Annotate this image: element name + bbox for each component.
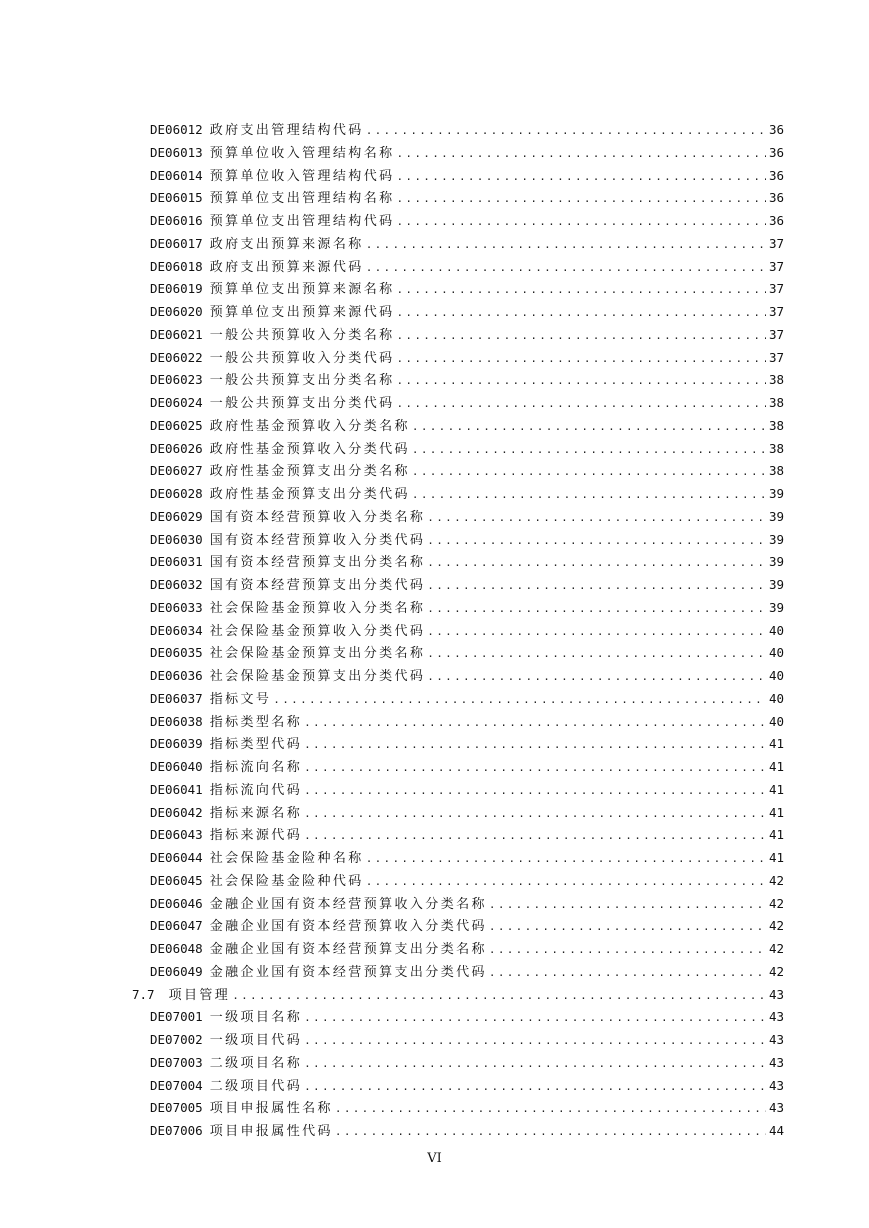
- toc-entry-title: 预算单位支出管理结构代码: [209, 214, 395, 229]
- toc-entry-title: 预算单位支出预算来源名称: [209, 282, 395, 298]
- toc-dot-leader: [304, 757, 766, 780]
- toc-entry[interactable]: [132, 1097, 784, 1120]
- toc-entry-page: 41: [768, 759, 784, 774]
- toc-dot-leader: [489, 939, 766, 962]
- toc-entry-code: DE06037: [150, 690, 203, 706]
- toc-entry-code: DE06032: [150, 577, 203, 592]
- toc-entry[interactable]: [132, 733, 784, 756]
- toc-entry-code: DE06022: [150, 349, 203, 365]
- toc-entry-code: DE07004: [150, 1077, 203, 1093]
- toc-dot-leader: [489, 916, 766, 939]
- toc-entry-page: 40: [768, 645, 784, 661]
- toc-entry[interactable]: [132, 347, 784, 370]
- toc-dot-leader: [335, 1098, 766, 1121]
- toc-dot-leader: [366, 120, 766, 143]
- toc-entry[interactable]: [132, 711, 784, 734]
- toc-entry-code: DE06026: [150, 440, 203, 456]
- toc-entry[interactable]: [132, 1075, 784, 1098]
- toc-entry[interactable]: [132, 301, 784, 324]
- toc-dot-leader: [397, 211, 767, 234]
- toc-dot-leader: [366, 848, 766, 871]
- toc-entry[interactable]: [132, 756, 784, 779]
- toc-entry-title: 预算单位支出预算来源代码: [209, 305, 395, 320]
- toc-entry-title: 政府支出预算来源代码: [209, 259, 364, 275]
- toc-entry[interactable]: [132, 392, 784, 415]
- toc-entry-page: 38: [768, 440, 784, 456]
- toc-dot-leader: [304, 712, 766, 735]
- toc-dot-leader: [397, 166, 767, 189]
- toc-entry[interactable]: [132, 210, 784, 233]
- toc-dot-leader: [366, 257, 766, 280]
- toc-dot-leader: [304, 1030, 766, 1053]
- toc-entry-title: 一级项目名称: [209, 1010, 303, 1026]
- toc-entry[interactable]: [132, 802, 784, 825]
- toc-entry[interactable]: [132, 688, 784, 711]
- toc-entry-page: 36: [768, 144, 784, 160]
- toc-entry-code: DE06029: [150, 508, 203, 524]
- toc-entry-page: 36: [768, 167, 784, 183]
- toc-entry[interactable]: [132, 620, 784, 643]
- toc-entry-page: 37: [768, 258, 784, 274]
- toc-entry-title: 社会保险基金预算支出分类代码: [209, 669, 426, 684]
- toc-entry-title: 国有资本经营预算支出分类代码: [209, 578, 426, 593]
- toc-entry-title: 国有资本经营预算支出分类名称: [209, 555, 426, 571]
- toc-entry-title: 预算单位收入管理结构代码: [209, 168, 395, 184]
- toc-entry-title: 预算单位支出管理结构名称: [209, 191, 395, 207]
- toc-dot-leader: [412, 416, 766, 439]
- toc-entry[interactable]: [132, 529, 784, 552]
- toc-entry-title: 一般公共预算支出分类名称: [209, 373, 395, 389]
- toc-entry-title: 国有资本经营预算收入分类代码: [209, 532, 426, 548]
- toc-entry-page: 41: [768, 827, 784, 843]
- toc-entry[interactable]: [132, 893, 784, 916]
- toc-dot-leader: [427, 643, 766, 666]
- toc-dot-leader: [366, 234, 766, 257]
- toc-dot-leader: [412, 484, 766, 507]
- toc-entry-page: 40: [768, 622, 784, 638]
- toc-entry[interactable]: [132, 1029, 784, 1052]
- toc-entry[interactable]: [132, 233, 784, 256]
- toc-entry-page: 43: [768, 1032, 784, 1047]
- toc-dot-leader: [304, 734, 766, 757]
- toc-entry-title: 金融企业国有资本经营预算支出分类代码: [209, 964, 487, 980]
- toc-entry-code: DE06021: [150, 326, 203, 342]
- toc-dot-leader: [397, 348, 767, 371]
- toc-dot-leader: [366, 871, 766, 894]
- toc-entry-page: 41: [768, 781, 784, 797]
- toc-entry-code: DE07002: [150, 1032, 203, 1047]
- toc-entry[interactable]: [132, 142, 784, 165]
- toc-entry[interactable]: [132, 460, 784, 483]
- toc-entry-code: DE06035: [150, 645, 203, 661]
- toc-entry-code: DE06028: [150, 486, 203, 501]
- toc-entry-title: 指标来源代码: [209, 828, 303, 844]
- toc-entry[interactable]: [132, 165, 784, 188]
- toc-entry-code: DE06041: [150, 781, 203, 797]
- toc-entry-page: 39: [768, 554, 784, 570]
- toc-entry-title: 一般公共预算支出分类代码: [209, 396, 395, 411]
- toc-entry-title: 金融企业国有资本经营预算收入分类名称: [209, 896, 487, 912]
- toc-entry[interactable]: [132, 1052, 784, 1075]
- toc-dot-leader: [427, 621, 766, 644]
- toc-dot-leader: [412, 461, 766, 484]
- toc-entry-page: 43: [768, 986, 784, 1002]
- toc-entry-code: DE06047: [150, 918, 203, 934]
- toc-dot-leader: [427, 530, 766, 553]
- toc-dot-leader: [397, 393, 767, 416]
- toc-entry-code: DE07005: [150, 1100, 203, 1116]
- toc-entry-title: 项目申报属性名称: [209, 1101, 333, 1117]
- toc-entry-code: DE06018: [150, 258, 203, 274]
- page-number: VI: [427, 1151, 442, 1166]
- toc-entry-code: DE06023: [150, 372, 203, 388]
- toc-entry-title: 指标流向代码: [209, 782, 303, 798]
- toc-entry-page: 39: [768, 599, 784, 615]
- toc-entry[interactable]: [132, 256, 784, 279]
- toc-entry-page: 43: [768, 1077, 784, 1093]
- toc-entry-title: 一般公共预算收入分类代码: [209, 350, 395, 366]
- toc-entry-code: DE07001: [150, 1009, 203, 1025]
- toc-entry[interactable]: [132, 574, 784, 597]
- toc-entry-page: 39: [768, 531, 784, 547]
- toc-entry-code: DE06019: [150, 281, 203, 297]
- toc-entry[interactable]: [132, 438, 784, 461]
- toc-entry-code: DE06027: [150, 463, 203, 479]
- toc-dot-leader: [397, 370, 767, 393]
- toc-entry-page: 38: [768, 372, 784, 388]
- toc-entry-code: DE06031: [150, 554, 203, 570]
- toc-entry-code: DE06039: [150, 736, 203, 752]
- toc-entry-title: 一般公共预算收入分类名称: [209, 327, 395, 343]
- toc-entry-code: DE06014: [150, 167, 203, 183]
- toc-entry-code: DE07003: [150, 1054, 203, 1070]
- toc-entry-title: 政府性基金预算收入分类代码: [209, 441, 410, 457]
- toc-entry-title: 国有资本经营预算收入分类名称: [209, 509, 426, 525]
- toc-entry-code: DE06034: [150, 622, 203, 638]
- toc-entry-title: 金融企业国有资本经营预算支出分类名称: [209, 942, 487, 957]
- toc-entry-title: 政府性基金预算支出分类代码: [209, 487, 410, 502]
- toc-entry-page: 41: [768, 736, 784, 752]
- toc-entry-title: 指标类型名称: [209, 714, 303, 730]
- toc-entry[interactable]: [132, 369, 784, 392]
- toc-entry-title: 政府性基金预算收入分类名称: [209, 418, 410, 434]
- toc-entry[interactable]: [132, 187, 784, 210]
- toc-entry-title: 二级项目名称: [209, 1055, 303, 1071]
- toc-entry[interactable]: [132, 779, 784, 802]
- toc-entry[interactable]: [132, 278, 784, 301]
- toc-dot-leader: [427, 575, 766, 598]
- toc-entry-page: 39: [768, 577, 784, 592]
- toc-entry[interactable]: [132, 415, 784, 438]
- toc-dot-leader: [304, 1053, 766, 1076]
- toc-entry[interactable]: [132, 551, 784, 574]
- toc-entry-page: 42: [768, 872, 784, 888]
- toc-entry-code: DE06043: [150, 827, 203, 843]
- toc-entry-code: DE06012: [150, 122, 203, 137]
- toc-entry-title: 社会保险基金预算收入分类代码: [209, 623, 426, 639]
- toc-dot-leader: [335, 1121, 766, 1144]
- toc-entry[interactable]: [132, 483, 784, 506]
- toc-entry-title: 政府性基金预算支出分类名称: [209, 464, 410, 480]
- toc-entry-page: 36: [768, 122, 784, 137]
- toc-entry-code: DE06013: [150, 144, 203, 160]
- toc-entry-title: 社会保险基金预算支出分类名称: [209, 646, 426, 662]
- toc-entry-page: 38: [768, 417, 784, 433]
- toc-entry-page: 38: [768, 463, 784, 479]
- toc-dot-leader: [427, 666, 766, 689]
- toc-entry-title: 预算单位收入管理结构名称: [209, 145, 395, 161]
- toc-entry-title: 社会保险基金险种代码: [209, 873, 364, 889]
- toc-entry-page: 38: [768, 395, 784, 410]
- toc-entry[interactable]: [132, 1120, 784, 1143]
- toc-dot-leader: [304, 1076, 766, 1099]
- toc-entry-code: DE06015: [150, 190, 203, 206]
- toc-dot-leader: [397, 279, 767, 302]
- toc-entry-code: DE06025: [150, 417, 203, 433]
- toc-entry[interactable]: [132, 324, 784, 347]
- toc-entry-title: 项目管理: [168, 987, 231, 1003]
- toc-entry-page: 39: [768, 508, 784, 524]
- toc-entry-title: 政府支出管理结构代码: [209, 123, 364, 138]
- toc-entry-code: DE06036: [150, 668, 203, 683]
- toc-dot-leader: [304, 1007, 766, 1030]
- toc-entry-code: DE06042: [150, 804, 203, 820]
- toc-entry-title: 二级项目代码: [209, 1078, 303, 1094]
- toc-entry-page: 43: [768, 1054, 784, 1070]
- toc-entry-title: 项目申报属性代码: [209, 1124, 333, 1139]
- toc-entry-page: 44: [768, 1123, 784, 1138]
- toc-dot-leader: [273, 689, 766, 712]
- toc-entry-title: 政府支出预算来源名称: [209, 236, 364, 252]
- toc-entry[interactable]: [132, 642, 784, 665]
- toc-entry-code: DE06040: [150, 759, 203, 774]
- toc-entry-code: DE06030: [150, 531, 203, 547]
- toc-entry-title: 社会保险基金预算收入分类名称: [209, 600, 426, 616]
- toc-entry-title: 一级项目代码: [209, 1033, 303, 1048]
- toc-entry-page: 36: [768, 213, 784, 228]
- toc-entry-page: 40: [768, 690, 784, 706]
- toc-dot-leader: [397, 325, 767, 348]
- toc-entry[interactable]: [132, 506, 784, 529]
- toc-entry-title: 指标文号: [209, 691, 272, 707]
- toc-entry[interactable]: [132, 915, 784, 938]
- toc-entry-page: 37: [768, 281, 784, 297]
- toc-entry[interactable]: [132, 847, 784, 870]
- toc-entry[interactable]: [132, 1006, 784, 1029]
- toc-entry[interactable]: [132, 597, 784, 620]
- toc-entry-title: 指标流向名称: [209, 760, 303, 775]
- toc-entry-code: DE06045: [150, 872, 203, 888]
- toc-entry-page: 42: [768, 918, 784, 934]
- toc-entry-code: DE06048: [150, 941, 203, 956]
- toc-entry-page: 43: [768, 1009, 784, 1025]
- toc-entry-page: 41: [768, 804, 784, 820]
- toc-entry-title: 指标来源名称: [209, 805, 303, 821]
- toc-entry-page: 37: [768, 304, 784, 319]
- toc-entry[interactable]: [132, 119, 784, 142]
- toc-dot-leader: [427, 552, 766, 575]
- toc-entry-title: 社会保险基金险种名称: [209, 851, 364, 866]
- toc-entry-page: 42: [768, 941, 784, 956]
- toc-dot-leader: [427, 598, 766, 621]
- toc-dot-leader: [304, 803, 766, 826]
- toc-entry-page: 36: [768, 190, 784, 206]
- toc-entry-page: 41: [768, 850, 784, 865]
- toc-entry-code: DE06046: [150, 895, 203, 911]
- toc-entry-code: DE06033: [150, 599, 203, 615]
- toc-dot-leader: [427, 507, 766, 530]
- toc-entry-page: 37: [768, 235, 784, 251]
- toc-entry-title: 金融企业国有资本经营预算收入分类代码: [209, 919, 487, 935]
- toc-entry-code: DE06017: [150, 235, 203, 251]
- toc-entry-code: DE07006: [150, 1123, 203, 1138]
- toc-dot-leader: [412, 439, 766, 462]
- toc-entry[interactable]: [132, 938, 784, 961]
- toc-entry-title: 指标类型代码: [209, 737, 303, 753]
- toc-dot-leader: [232, 985, 766, 1008]
- toc-entry-code: DE06049: [150, 963, 203, 979]
- toc-entry-page: 42: [768, 895, 784, 911]
- toc-entry-code: DE06020: [150, 304, 203, 319]
- table-of-contents: [132, 119, 784, 1143]
- toc-entry-page: 39: [768, 486, 784, 501]
- toc-dot-leader: [304, 825, 766, 848]
- toc-entry[interactable]: [132, 665, 784, 688]
- toc-dot-leader: [397, 302, 767, 325]
- toc-entry-page: 40: [768, 713, 784, 729]
- toc-entry-page: 43: [768, 1100, 784, 1116]
- toc-dot-leader: [489, 894, 766, 917]
- toc-dot-leader: [489, 962, 766, 985]
- toc-entry-page: 37: [768, 326, 784, 342]
- toc-section-entry[interactable]: [132, 984, 784, 1007]
- toc-entry-code: DE06016: [150, 213, 203, 228]
- toc-entry-code: DE06038: [150, 713, 203, 729]
- toc-entry[interactable]: [132, 961, 784, 984]
- toc-entry-code: DE06044: [150, 850, 203, 865]
- toc-dot-leader: [397, 188, 767, 211]
- toc-entry-page: 42: [768, 963, 784, 979]
- toc-entry-page: 37: [768, 349, 784, 365]
- toc-entry-page: 40: [768, 668, 784, 683]
- toc-dot-leader: [304, 780, 766, 803]
- toc-dot-leader: [397, 143, 767, 166]
- toc-entry-code: 7.7: [132, 986, 155, 1002]
- toc-entry[interactable]: [132, 870, 784, 893]
- toc-entry-code: DE06024: [150, 395, 203, 410]
- toc-entry[interactable]: [132, 824, 784, 847]
